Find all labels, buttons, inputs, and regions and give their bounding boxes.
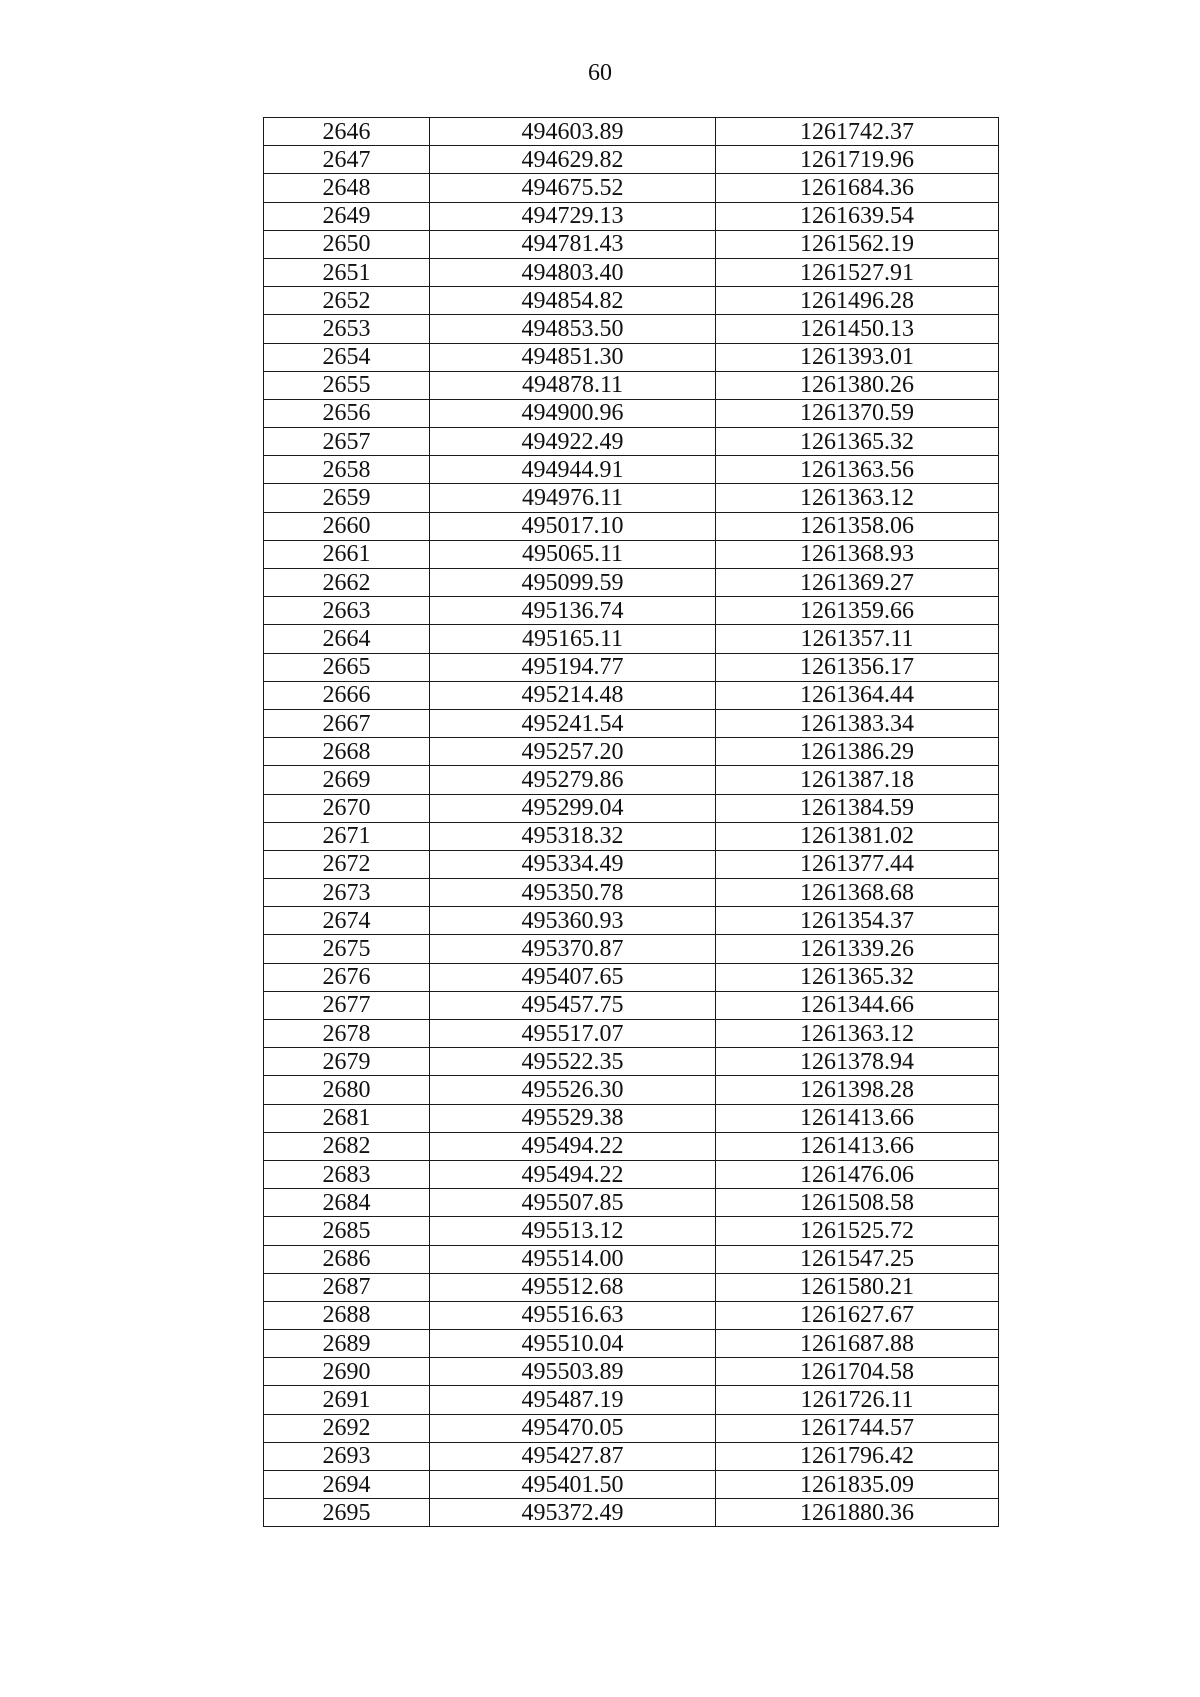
table-row xyxy=(264,540,999,568)
y-coordinate-cell: 1261364.44 xyxy=(716,681,999,709)
table-row xyxy=(264,202,999,230)
table-row xyxy=(264,794,999,822)
x-coordinate-cell: 495214.48 xyxy=(430,681,716,709)
point-number-cell: 2685 xyxy=(264,1217,430,1245)
x-coordinate-cell: 495065.11 xyxy=(430,540,716,568)
point-number-cell: 2673 xyxy=(264,879,430,907)
y-coordinate-cell: 1261357.11 xyxy=(716,625,999,653)
table-row xyxy=(264,174,999,202)
x-coordinate-cell: 494878.11 xyxy=(430,371,716,399)
y-coordinate-cell: 1261476.06 xyxy=(716,1160,999,1188)
y-coordinate-cell: 1261381.02 xyxy=(716,822,999,850)
point-number-cell: 2688 xyxy=(264,1301,430,1329)
point-number-cell: 2668 xyxy=(264,738,430,766)
x-coordinate-cell: 495360.93 xyxy=(430,907,716,935)
x-coordinate-cell: 495457.75 xyxy=(430,991,716,1019)
x-coordinate-cell: 495165.11 xyxy=(430,625,716,653)
table-row xyxy=(264,1471,999,1499)
x-coordinate-cell: 495136.74 xyxy=(430,597,716,625)
table-row xyxy=(264,1020,999,1048)
point-number-cell: 2649 xyxy=(264,202,430,230)
table-row xyxy=(264,653,999,681)
x-coordinate-cell: 495510.04 xyxy=(430,1330,716,1358)
x-coordinate-cell: 495517.07 xyxy=(430,1020,716,1048)
point-number-cell: 2651 xyxy=(264,258,430,286)
point-number-cell: 2684 xyxy=(264,1189,430,1217)
x-coordinate-cell: 495516.63 xyxy=(430,1301,716,1329)
point-number-cell: 2650 xyxy=(264,230,430,258)
point-number-cell: 2678 xyxy=(264,1020,430,1048)
table-row xyxy=(264,709,999,737)
x-coordinate-cell: 495529.38 xyxy=(430,1104,716,1132)
x-coordinate-cell: 495334.49 xyxy=(430,850,716,878)
x-coordinate-cell: 494944.91 xyxy=(430,456,716,484)
point-number-cell: 2661 xyxy=(264,540,430,568)
y-coordinate-cell: 1261356.17 xyxy=(716,653,999,681)
y-coordinate-cell: 1261380.26 xyxy=(716,371,999,399)
point-number-cell: 2657 xyxy=(264,428,430,456)
point-number-cell: 2655 xyxy=(264,371,430,399)
table-row xyxy=(264,935,999,963)
x-coordinate-cell: 495494.22 xyxy=(430,1160,716,1188)
x-coordinate-cell: 495507.85 xyxy=(430,1189,716,1217)
x-coordinate-cell: 495401.50 xyxy=(430,1471,716,1499)
point-number-cell: 2647 xyxy=(264,146,430,174)
table-row xyxy=(264,512,999,540)
table-row xyxy=(264,484,999,512)
x-coordinate-cell: 495503.89 xyxy=(430,1358,716,1386)
table-row xyxy=(264,230,999,258)
y-coordinate-cell: 1261580.21 xyxy=(716,1273,999,1301)
y-coordinate-cell: 1261719.96 xyxy=(716,146,999,174)
y-coordinate-cell: 1261742.37 xyxy=(716,118,999,146)
y-coordinate-cell: 1261363.56 xyxy=(716,456,999,484)
table-row xyxy=(264,1499,999,1527)
y-coordinate-cell: 1261365.32 xyxy=(716,963,999,991)
y-coordinate-cell: 1261562.19 xyxy=(716,230,999,258)
point-number-cell: 2648 xyxy=(264,174,430,202)
y-coordinate-cell: 1261880.36 xyxy=(716,1499,999,1527)
table-row xyxy=(264,963,999,991)
y-coordinate-cell: 1261386.29 xyxy=(716,738,999,766)
y-coordinate-cell: 1261384.59 xyxy=(716,794,999,822)
x-coordinate-cell: 494900.96 xyxy=(430,399,716,427)
point-number-cell: 2694 xyxy=(264,1471,430,1499)
y-coordinate-cell: 1261525.72 xyxy=(716,1217,999,1245)
x-coordinate-cell: 494854.82 xyxy=(430,287,716,315)
x-coordinate-cell: 494629.82 xyxy=(430,146,716,174)
table-row xyxy=(264,738,999,766)
point-number-cell: 2686 xyxy=(264,1245,430,1273)
point-number-cell: 2669 xyxy=(264,766,430,794)
y-coordinate-cell: 1261684.36 xyxy=(716,174,999,202)
table-row xyxy=(264,822,999,850)
y-coordinate-cell: 1261450.13 xyxy=(716,315,999,343)
table-row xyxy=(264,428,999,456)
table-row xyxy=(264,681,999,709)
point-number-cell: 2682 xyxy=(264,1132,430,1160)
x-coordinate-cell: 495522.35 xyxy=(430,1048,716,1076)
x-coordinate-cell: 495513.12 xyxy=(430,1217,716,1245)
y-coordinate-cell: 1261378.94 xyxy=(716,1048,999,1076)
table-row xyxy=(264,1386,999,1414)
table-row xyxy=(264,597,999,625)
x-coordinate-cell: 495194.77 xyxy=(430,653,716,681)
y-coordinate-cell: 1261744.57 xyxy=(716,1414,999,1442)
x-coordinate-cell: 495407.65 xyxy=(430,963,716,991)
point-number-cell: 2658 xyxy=(264,456,430,484)
x-coordinate-cell: 494675.52 xyxy=(430,174,716,202)
coordinates-table-body xyxy=(264,118,999,1527)
table-row xyxy=(264,850,999,878)
point-number-cell: 2693 xyxy=(264,1442,430,1470)
x-coordinate-cell: 494603.89 xyxy=(430,118,716,146)
point-number-cell: 2681 xyxy=(264,1104,430,1132)
table-row xyxy=(264,1273,999,1301)
y-coordinate-cell: 1261796.42 xyxy=(716,1442,999,1470)
point-number-cell: 2670 xyxy=(264,794,430,822)
y-coordinate-cell: 1261413.66 xyxy=(716,1104,999,1132)
table-row xyxy=(264,1330,999,1358)
x-coordinate-cell: 495487.19 xyxy=(430,1386,716,1414)
y-coordinate-cell: 1261368.93 xyxy=(716,540,999,568)
x-coordinate-cell: 494922.49 xyxy=(430,428,716,456)
table-row xyxy=(264,1048,999,1076)
point-number-cell: 2674 xyxy=(264,907,430,935)
point-number-cell: 2654 xyxy=(264,343,430,371)
table-row xyxy=(264,456,999,484)
y-coordinate-cell: 1261508.58 xyxy=(716,1189,999,1217)
table-row xyxy=(264,1160,999,1188)
y-coordinate-cell: 1261368.68 xyxy=(716,879,999,907)
x-coordinate-cell: 494803.40 xyxy=(430,258,716,286)
x-coordinate-cell: 495017.10 xyxy=(430,512,716,540)
y-coordinate-cell: 1261370.59 xyxy=(716,399,999,427)
table-row xyxy=(264,258,999,286)
x-coordinate-cell: 494851.30 xyxy=(430,343,716,371)
x-coordinate-cell: 495526.30 xyxy=(430,1076,716,1104)
x-coordinate-cell: 495512.68 xyxy=(430,1273,716,1301)
point-number-cell: 2687 xyxy=(264,1273,430,1301)
x-coordinate-cell: 495279.86 xyxy=(430,766,716,794)
point-number-cell: 2675 xyxy=(264,935,430,963)
x-coordinate-cell: 494729.13 xyxy=(430,202,716,230)
y-coordinate-cell: 1261365.32 xyxy=(716,428,999,456)
point-number-cell: 2672 xyxy=(264,850,430,878)
y-coordinate-cell: 1261377.44 xyxy=(716,850,999,878)
page-number: 60 xyxy=(588,60,612,86)
table-row xyxy=(264,315,999,343)
point-number-cell: 2677 xyxy=(264,991,430,1019)
y-coordinate-cell: 1261359.66 xyxy=(716,597,999,625)
point-number-cell: 2656 xyxy=(264,399,430,427)
y-coordinate-cell: 1261398.28 xyxy=(716,1076,999,1104)
y-coordinate-cell: 1261527.91 xyxy=(716,258,999,286)
y-coordinate-cell: 1261687.88 xyxy=(716,1330,999,1358)
table-row xyxy=(264,1189,999,1217)
x-coordinate-cell: 495470.05 xyxy=(430,1414,716,1442)
table-row xyxy=(264,1442,999,1470)
x-coordinate-cell: 495099.59 xyxy=(430,569,716,597)
x-coordinate-cell: 494976.11 xyxy=(430,484,716,512)
y-coordinate-cell: 1261383.34 xyxy=(716,709,999,737)
table-row xyxy=(264,371,999,399)
x-coordinate-cell: 495318.32 xyxy=(430,822,716,850)
point-number-cell: 2680 xyxy=(264,1076,430,1104)
point-number-cell: 2689 xyxy=(264,1330,430,1358)
x-coordinate-cell: 495257.20 xyxy=(430,738,716,766)
table-row xyxy=(264,991,999,1019)
y-coordinate-cell: 1261369.27 xyxy=(716,569,999,597)
point-number-cell: 2662 xyxy=(264,569,430,597)
point-number-cell: 2660 xyxy=(264,512,430,540)
table-row xyxy=(264,1358,999,1386)
point-number-cell: 2691 xyxy=(264,1386,430,1414)
table-row xyxy=(264,907,999,935)
y-coordinate-cell: 1261627.67 xyxy=(716,1301,999,1329)
y-coordinate-cell: 1261704.58 xyxy=(716,1358,999,1386)
table-row xyxy=(264,569,999,597)
y-coordinate-cell: 1261726.11 xyxy=(716,1386,999,1414)
y-coordinate-cell: 1261639.54 xyxy=(716,202,999,230)
y-coordinate-cell: 1261363.12 xyxy=(716,484,999,512)
y-coordinate-cell: 1261496.28 xyxy=(716,287,999,315)
point-number-cell: 2695 xyxy=(264,1499,430,1527)
point-number-cell: 2652 xyxy=(264,287,430,315)
point-number-cell: 2667 xyxy=(264,709,430,737)
point-number-cell: 2653 xyxy=(264,315,430,343)
y-coordinate-cell: 1261344.66 xyxy=(716,991,999,1019)
point-number-cell: 2659 xyxy=(264,484,430,512)
table-row xyxy=(264,343,999,371)
x-coordinate-cell: 494853.50 xyxy=(430,315,716,343)
table-row xyxy=(264,1076,999,1104)
point-number-cell: 2676 xyxy=(264,963,430,991)
table-row xyxy=(264,625,999,653)
y-coordinate-cell: 1261363.12 xyxy=(716,1020,999,1048)
x-coordinate-cell: 494781.43 xyxy=(430,230,716,258)
table-row xyxy=(264,118,999,146)
table-row xyxy=(264,766,999,794)
table-row xyxy=(264,399,999,427)
table-row xyxy=(264,1104,999,1132)
y-coordinate-cell: 1261354.37 xyxy=(716,907,999,935)
table-row xyxy=(264,1414,999,1442)
x-coordinate-cell: 495299.04 xyxy=(430,794,716,822)
table-row xyxy=(264,287,999,315)
point-number-cell: 2664 xyxy=(264,625,430,653)
x-coordinate-cell: 495241.54 xyxy=(430,709,716,737)
point-number-cell: 2679 xyxy=(264,1048,430,1076)
point-number-cell: 2692 xyxy=(264,1414,430,1442)
x-coordinate-cell: 495514.00 xyxy=(430,1245,716,1273)
point-number-cell: 2646 xyxy=(264,118,430,146)
point-number-cell: 2671 xyxy=(264,822,430,850)
y-coordinate-cell: 1261835.09 xyxy=(716,1471,999,1499)
y-coordinate-cell: 1261358.06 xyxy=(716,512,999,540)
table-row xyxy=(264,1217,999,1245)
table-row xyxy=(264,146,999,174)
point-number-cell: 2665 xyxy=(264,653,430,681)
point-number-cell: 2666 xyxy=(264,681,430,709)
point-number-cell: 2663 xyxy=(264,597,430,625)
x-coordinate-cell: 495494.22 xyxy=(430,1132,716,1160)
table-row xyxy=(264,879,999,907)
y-coordinate-cell: 1261387.18 xyxy=(716,766,999,794)
x-coordinate-cell: 495350.78 xyxy=(430,879,716,907)
x-coordinate-cell: 495427.87 xyxy=(430,1442,716,1470)
y-coordinate-cell: 1261413.66 xyxy=(716,1132,999,1160)
table-row xyxy=(264,1301,999,1329)
point-number-cell: 2683 xyxy=(264,1160,430,1188)
y-coordinate-cell: 1261393.01 xyxy=(716,343,999,371)
y-coordinate-cell: 1261547.25 xyxy=(716,1245,999,1273)
coordinates-table xyxy=(263,117,999,1527)
table-row xyxy=(264,1132,999,1160)
y-coordinate-cell: 1261339.26 xyxy=(716,935,999,963)
table-row xyxy=(264,1245,999,1273)
point-number-cell: 2690 xyxy=(264,1358,430,1386)
x-coordinate-cell: 495372.49 xyxy=(430,1499,716,1527)
x-coordinate-cell: 495370.87 xyxy=(430,935,716,963)
